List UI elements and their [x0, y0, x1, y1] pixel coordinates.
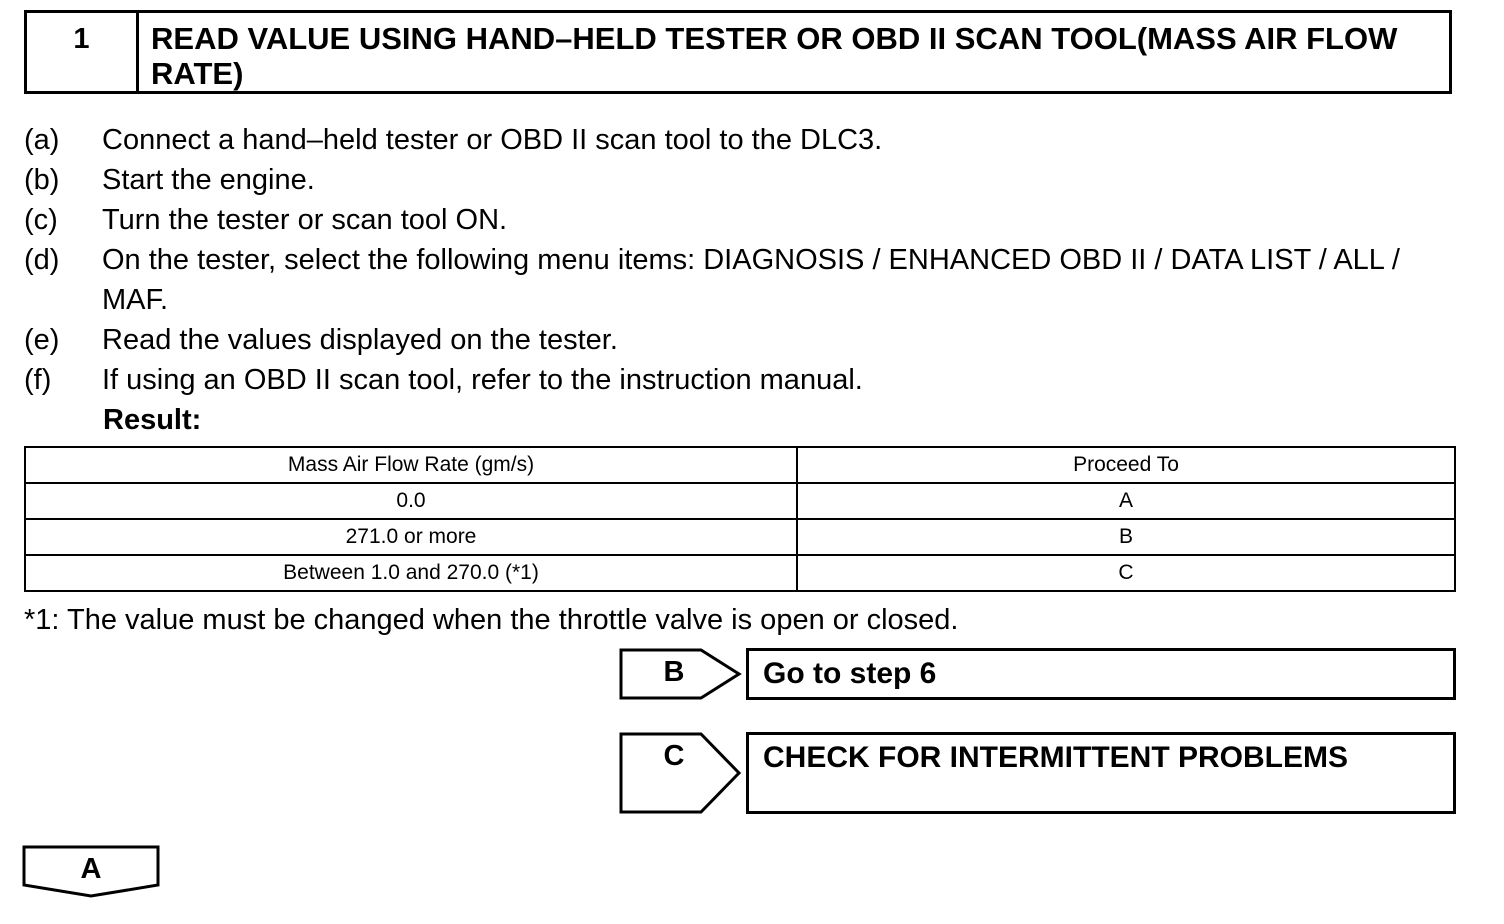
instruction-text: If using an OBD II scan tool, refer to the instruction manual. — [102, 364, 863, 396]
branch-arrow-c — [619, 732, 743, 814]
table-cell: B — [797, 519, 1455, 555]
table-cell: C — [797, 555, 1455, 591]
branch-letter: C — [663, 740, 685, 772]
column-header: Mass Air Flow Rate (gm/s) — [25, 447, 797, 483]
table-cell: A — [797, 483, 1455, 519]
instruction-label: (c) — [24, 204, 58, 236]
table-row — [25, 555, 1455, 591]
branch-arrow-b — [619, 648, 743, 700]
result-label: Result: — [103, 404, 202, 436]
instruction-text: Start the engine. — [102, 164, 315, 196]
table-row — [25, 519, 1455, 555]
step-header — [24, 10, 1452, 94]
instruction-label: (a) — [24, 124, 60, 156]
instruction-label: (e) — [24, 324, 60, 356]
instruction-list — [24, 120, 1464, 400]
instruction-item — [24, 120, 1464, 160]
branch-action-b: Go to step 6 — [746, 648, 1456, 700]
instruction-item — [24, 360, 1464, 400]
proceed-letter: A — [80, 853, 102, 885]
branch-action-c: CHECK FOR INTERMITTENT PROBLEMS — [746, 732, 1456, 814]
instruction-text: Turn the tester or scan tool ON. — [102, 204, 508, 236]
instruction-text: Connect a hand–held tester or OBD II scan tool to the DLC3. — [102, 124, 883, 156]
table-cell: 0.0 — [25, 483, 797, 519]
instruction-item — [24, 200, 1464, 240]
column-header: Proceed To — [797, 447, 1455, 483]
table-header-row — [25, 447, 1455, 483]
instruction-text: On the tester, select the following menu items: DIAGNOSIS / ENHANCED OBD II / DATA LIST / ALL / MAF. — [102, 244, 1400, 316]
instruction-text: Read the values displayed on the tester. — [102, 324, 618, 356]
table-cell: 271.0 or more — [25, 519, 797, 555]
instruction-item — [24, 320, 1464, 360]
result-table — [24, 446, 1456, 592]
instruction-item — [24, 240, 1464, 320]
table-row — [25, 483, 1455, 519]
instruction-label: (d) — [24, 244, 60, 276]
footnote: *1: The value must be changed when the throttle valve is open or closed. — [24, 604, 959, 636]
step-number: 1 — [27, 13, 139, 91]
branch-letter: B — [663, 656, 685, 688]
instruction-item — [24, 160, 1464, 200]
instruction-label: (f) — [24, 364, 52, 396]
proceed-arrow-a — [22, 845, 162, 899]
instruction-label: (b) — [24, 164, 60, 196]
table-cell: Between 1.0 and 270.0 (*1) — [25, 555, 797, 591]
step-title: READ VALUE USING HAND–HELD TESTER OR OBD II SCAN TOOL(MASS AIR FLOW RATE) — [151, 21, 1398, 91]
